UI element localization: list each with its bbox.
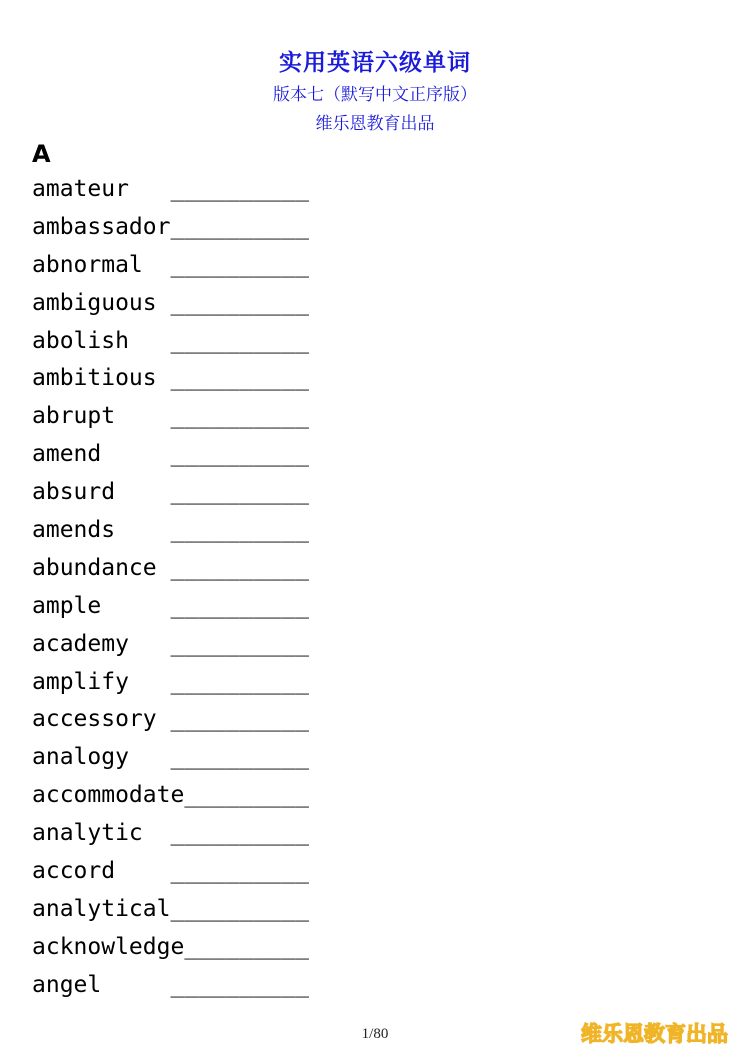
vocabulary-row [32, 441, 309, 479]
vocabulary-row [32, 517, 309, 555]
vocabulary-row [32, 896, 309, 934]
vocabulary-word: analytic [32, 820, 143, 847]
answer-blank: __________ [170, 820, 309, 847]
answer-blank: __________ [170, 895, 309, 922]
answer-blank: __________ [170, 176, 309, 202]
word-padding [157, 555, 171, 581]
vocabulary-row [32, 706, 309, 744]
page-title: 实用英语六级单词 [279, 50, 471, 76]
word-padding [115, 479, 170, 505]
vocabulary-row [32, 290, 309, 328]
publisher-line: 维乐恩教育出品 [315, 114, 435, 134]
publisher-watermark: 维乐恩教育出品 [581, 1022, 728, 1046]
answer-blank: __________ [170, 744, 309, 771]
vocabulary-word: amend [32, 441, 102, 468]
vocabulary-row [32, 479, 309, 517]
vocabulary-row [32, 820, 309, 858]
word-padding [157, 365, 171, 391]
word-padding [129, 631, 171, 657]
vocabulary-word: amends [32, 517, 116, 544]
answer-blank: __________ [170, 554, 309, 581]
vocabulary-row [32, 328, 309, 366]
answer-blank: __________ [170, 517, 309, 544]
answer-blank: __________ [170, 479, 309, 506]
word-padding [115, 517, 170, 543]
vocabulary-word: analogy [32, 744, 129, 771]
vocabulary-word: analytical [32, 895, 171, 922]
vocabulary-word: ambiguous [32, 289, 157, 316]
section-letter-heading: A [32, 140, 51, 168]
vocabulary-word: accommodate [32, 782, 185, 809]
word-padding [157, 290, 171, 316]
vocabulary-word: acknowledge [32, 933, 185, 960]
answer-blank: __________ [170, 327, 309, 354]
answer-blank: __________ [170, 858, 309, 885]
word-padding [129, 176, 171, 202]
vocabulary-word: amplify [32, 668, 129, 695]
answer-blank: _________ [184, 782, 309, 809]
vocabulary-row [32, 403, 309, 441]
vocabulary-word: abolish [32, 327, 129, 354]
word-padding [129, 328, 171, 354]
vocabulary-word: accessory [32, 706, 157, 733]
vocabulary-row [32, 631, 309, 669]
vocabulary-word: abundance [32, 554, 157, 581]
vocabulary-word: ambitious [32, 365, 157, 392]
vocabulary-row [32, 669, 309, 707]
word-padding [101, 593, 170, 619]
word-padding [101, 441, 170, 467]
vocabulary-word: absurd [32, 479, 116, 506]
vocabulary-word: abnormal [32, 251, 143, 278]
vocabulary-row [32, 365, 309, 403]
vocabulary-word: ample [32, 592, 102, 619]
answer-blank: __________ [170, 365, 309, 392]
word-padding [101, 972, 170, 998]
version-subtitle: 版本七（默写中文正序版） [273, 85, 477, 105]
vocabulary-row [32, 252, 309, 290]
word-padding [143, 820, 171, 846]
vocabulary-word: angel [32, 971, 102, 998]
vocabulary-word: academy [32, 630, 129, 657]
answer-blank: __________ [170, 706, 309, 733]
vocabulary-row [32, 555, 309, 593]
vocabulary-list [32, 176, 309, 1010]
vocabulary-row [32, 593, 309, 631]
answer-blank: __________ [170, 251, 309, 278]
vocabulary-row [32, 744, 309, 782]
page-number: 1/80 [361, 1026, 389, 1042]
word-padding [129, 669, 171, 695]
vocabulary-word: accord [32, 858, 116, 885]
answer-blank: __________ [170, 971, 309, 998]
word-padding [157, 706, 171, 732]
answer-blank: __________ [170, 630, 309, 657]
answer-blank: __________ [170, 289, 309, 316]
answer-blank: __________ [170, 441, 309, 468]
word-padding [143, 252, 171, 278]
vocabulary-row [32, 972, 309, 1010]
vocabulary-row [32, 214, 309, 252]
answer-blank: __________ [170, 592, 309, 619]
answer-blank: __________ [170, 213, 309, 240]
vocabulary-word: ambassador [32, 213, 171, 240]
answer-blank: _________ [184, 933, 309, 960]
answer-blank: __________ [170, 403, 309, 430]
vocabulary-word: abrupt [32, 403, 116, 430]
vocabulary-row [32, 858, 309, 896]
word-padding [115, 403, 170, 429]
vocabulary-word: amateur [32, 176, 129, 202]
answer-blank: __________ [170, 668, 309, 695]
word-padding [115, 858, 170, 884]
vocabulary-row [32, 176, 309, 214]
vocabulary-row [32, 934, 309, 972]
vocabulary-row [32, 782, 309, 820]
word-padding [129, 744, 171, 770]
